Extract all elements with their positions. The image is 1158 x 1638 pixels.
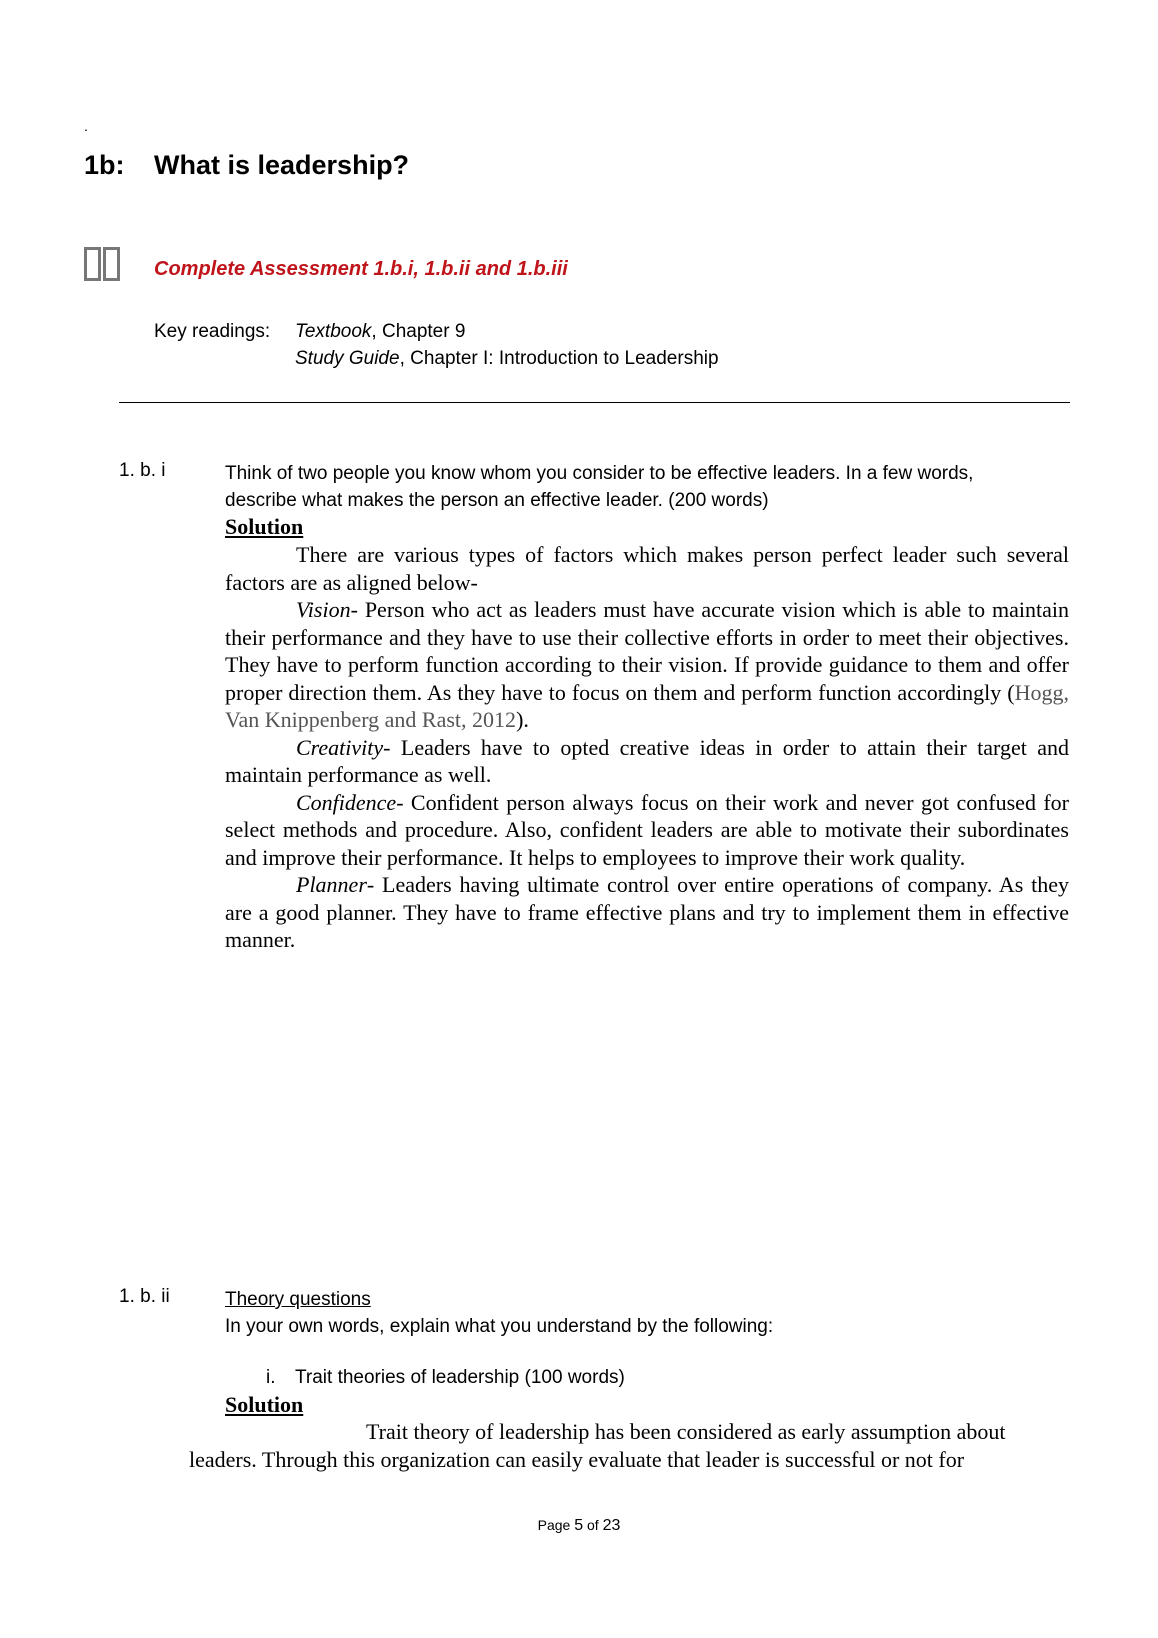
page-footer: Page 5 of 23 [537, 1517, 621, 1534]
trait-answer: Trait theory of leadership has been considered as early assumption about leaders. Through this organization can easily evaluate that leader is successful or not for [189, 1419, 1006, 1472]
key-readings-label: Key readings: [154, 321, 271, 342]
citation: Hogg, Van Knippenberg and Rast, 2012 [225, 679, 1069, 732]
page-marker: . [84, 118, 88, 134]
section-title: What is leadership? [154, 150, 410, 180]
solution-body [225, 541, 1069, 954]
question-text: Think of two people you know whom you consider to be effective leaders. In a few words, describe what makes the person an effective leader. (200 words) [225, 463, 974, 511]
question-title: Theory questions [225, 1289, 371, 1310]
key-reading-item: Study Guide, Chapter I: Introduction to Leadership [295, 348, 719, 369]
section-divider [119, 402, 1070, 403]
section-number: 1b: [84, 150, 125, 180]
solution-label: Solution [225, 514, 304, 539]
question-number: 1. b. i [119, 460, 166, 481]
solution-label: Solution [225, 1392, 304, 1417]
assessment-icon [84, 247, 120, 281]
question-number: 1. b. ii [119, 1286, 170, 1307]
key-reading-item: Textbook, Chapter 9 [295, 321, 466, 342]
solution-point: Vision- Person who act as leaders must have accurate vision which is able to maintain their performance and they have to use their collective efforts in order to meet their objectives. They have to perform function according to their vision. If provide guidance to them and offer proper direction them. As they have to focus on them and perform function accordingly (Hogg, Van Knippenberg and Rast, 2012). [225, 597, 1069, 732]
solution-point: Creativity- Leaders have to opted creative ideas in order to attain their target and maintain performance as well. [225, 734, 1069, 787]
solution-point: Planner- Leaders having ultimate control over entire operations of company. As they are a good planner. They have to frame effective plans and try to implement them in effective manner. [225, 872, 1069, 952]
question-prompt: In your own words, explain what you understand by the following: [225, 1316, 774, 1337]
list-marker: i. [266, 1367, 276, 1388]
solution-point: Confidence- Confident person always focus on their work and never got confused for select methods and procedure. Also, confident leaders are able to motivate their subordinates and improve their performance. It helps to employees to improve their work quality. [225, 789, 1069, 870]
assessment-instruction: Complete Assessment 1.b.i, 1.b.ii and 1.b.iii [154, 258, 568, 280]
list-item: Trait theories of leadership (100 words) [295, 1367, 625, 1388]
solution-intro: There are various types of factors which makes person perfect leader such several factors are as aligned below- [225, 542, 1069, 595]
